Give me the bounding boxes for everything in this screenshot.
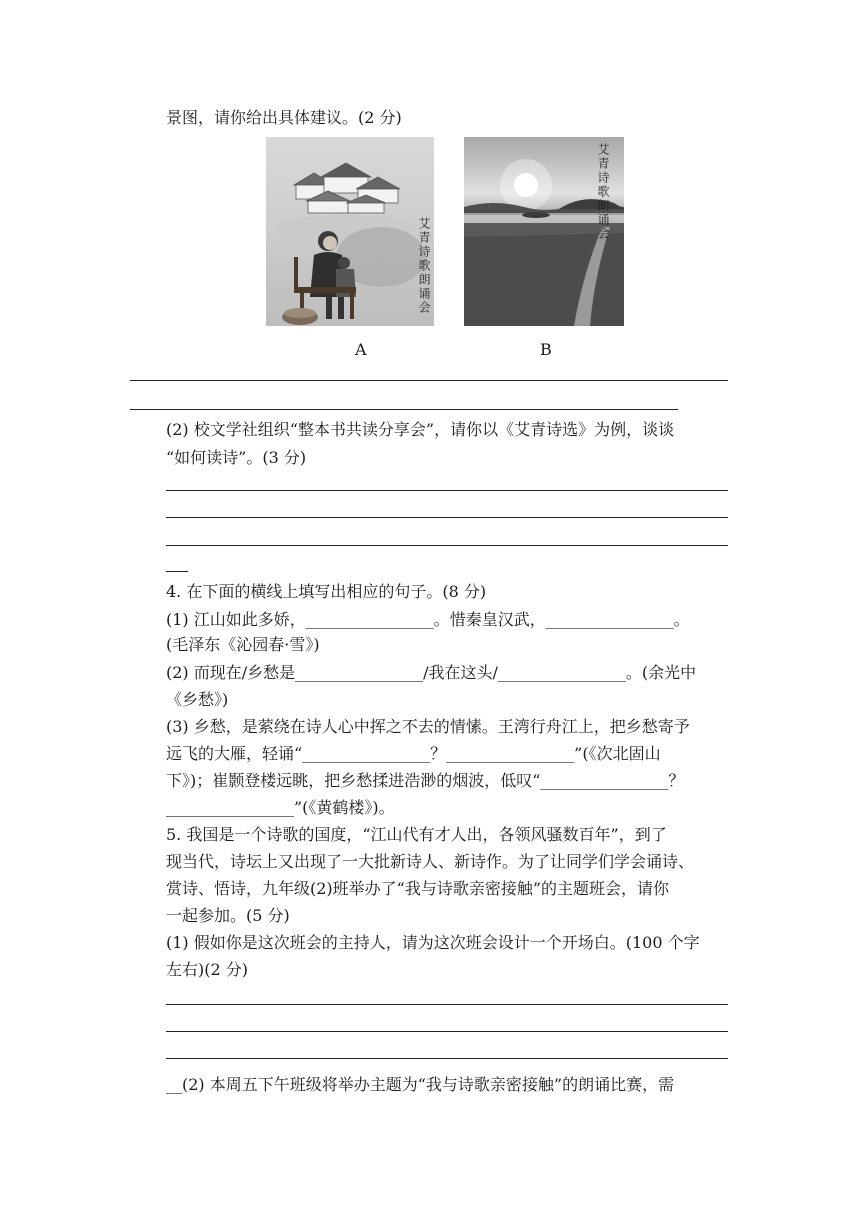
answer-line [166,517,728,518]
poster-a-label: A [355,340,367,359]
q4-item-3-line-3: 下》)；崔颢登楼远眺，把乡愁揉进浩渺的烟波，低叹“________________？ [166,771,685,790]
q5-sub-2-line-1: __(2) 本周五下午班级将举办主题为“我与诗歌亲密接触”的朗诵比赛，需 [166,1075,675,1094]
q3-2-line-2: “如何读诗”。(3 分) [166,448,307,467]
poster-a-image [266,137,434,326]
q4-item-3-line-4: ________________”(《黄鹤楼》)。 [166,798,395,817]
poster-b-label: B [540,340,552,359]
q5-line-1: 5. 我国是一个诗歌的国度，“江山代有才人出，各领风骚数百年”，到了 [166,825,667,844]
q4-item-3-line-2: 远飞的大雁，轻诵“________________？________________”(《次北固山 [166,744,661,763]
village-mother-child-illustration-icon [266,137,434,326]
q5-line-3: 赏诗、悟诗，九年级(2)班举办了“我与诗歌亲密接触”的主题班会，请你 [166,879,670,898]
q4-item-2: (2) 而现在/乡愁是________________/我在这头/________________。(余光中 [166,663,697,682]
q4-item-3-line-1: (3) 乡愁，是萦绕在诗人心中挥之不去的情愫。王湾行舟江上，把乡愁寄予 [166,717,690,736]
poster-a-vertical-title: 艾青诗歌朗诵会 [417,217,431,315]
q5-sub-1-line-2: 左右)(2 分) [166,960,248,979]
q3-2-line-1: (2) 校文学社组织“整本书共读分享会”，请你以《艾青诗选》为例，谈谈 [166,420,675,439]
q4-title: 4. 在下面的横线上填写出相应的句子。(8 分) [166,582,487,601]
q4-item-1: (1) 江山如此多娇，________________。惜秦皇汉武，________________。 [166,610,690,629]
answer-line [166,1004,728,1005]
poster-b-vertical-title: 艾青诗歌朗诵会 [596,143,610,241]
q4-item-2-source: 《乡愁》) [166,690,229,709]
q5-sub-1-line-1: (1) 假如你是这次班会的主持人，请为这次班会设计一个开场白。(100 个字 [166,933,700,952]
answer-line [166,545,728,546]
answer-line [166,1058,728,1059]
question-intro-line: 景图，请你给出具体建议。(2 分) [166,108,402,127]
answer-line [166,1031,728,1032]
q5-line-4: 一起参加。(5 分) [166,906,290,925]
answer-line [166,490,728,491]
q4-item-1-source: (毛泽东《沁园春·雪》) [166,635,320,654]
q5-line-2: 现当代，诗坛上又出现了一大批新诗人、新诗作。为了让同学们学会诵诗、 [166,852,695,871]
poster-b-image [464,137,624,326]
answer-line [166,571,188,572]
answer-line [130,409,678,410]
answer-line [130,380,728,381]
